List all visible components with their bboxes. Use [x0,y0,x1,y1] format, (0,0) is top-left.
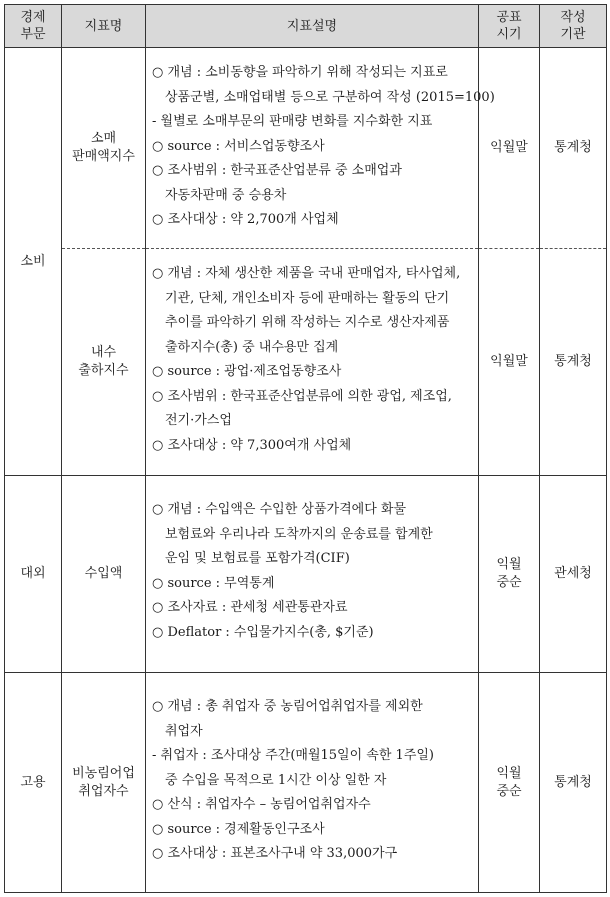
table-row [5,48,607,249]
release-line2: 중순 [496,783,522,799]
sector-cell: 소비 [5,48,62,476]
description-line: ○ 조사범위 : 한국표준산업분류에 의한 광업, 제조업, [152,388,452,404]
table-row [5,673,607,893]
description-line: ○ source : 경제활동인구조사 [152,821,325,837]
indicator-name-line1: 내수 [90,345,117,360]
description-line: 상품군별, 소매업태별 등으로 구분하여 작성 (2015=100) [165,89,495,105]
agency-cell: 통계청 [540,673,607,893]
indicator-name-line1: 비농림어업 [72,765,135,781]
description-line: ○ 개념 : 소비동향을 파악하기 위해 작성되는 지표로 [152,65,448,80]
header-description: 지표설명 [146,5,479,48]
sector-cell: 고용 [5,673,62,893]
header-sector [5,5,62,48]
sector-cell: 대외 [5,476,62,673]
header-sector-line1: 경제 [20,10,46,25]
indicator-name-line2: 판매액지수 [72,149,135,164]
release-cell [479,476,540,673]
agency-cell: 통계청 [540,249,607,476]
description-cell [146,249,479,476]
description-line: 자동차판매 중 승용차 [165,187,287,203]
description-line: 전기·가스업 [165,413,232,428]
description-line: ○ 조사범위 : 한국표준산업분류 중 소매업과 [152,163,402,178]
description-line: - 월별로 소매부문의 판매량 변화를 지수화한 지표 [152,114,433,129]
description-line: ○ source : 광업·제조업동향조사 [152,364,342,379]
description-line: 보험료와 우리나라 도착까지의 운송료를 합계한 [165,526,433,542]
description-line: ○ source : 무역통계 [152,575,275,591]
indicator-name-line2: 취업자수 [78,783,129,799]
release-line1: 익월 [496,557,522,572]
description-line: 중 수입을 목적으로 1시간 이상 일한 자 [165,772,387,788]
description-line: 취업자 [165,723,203,739]
indicator-name-cell: 수입액 [62,476,146,673]
header-sector-line2: 부문 [20,27,46,42]
agency-cell: 통계청 [540,48,607,249]
header-agency-line1: 작성 [560,10,586,25]
description-line: ○ 조사대상 : 약 2,700개 사업체 [152,212,339,227]
indicator-name-line1: 소매 [90,131,117,146]
table-row [5,476,607,673]
agency-cell: 관세청 [540,476,607,673]
release-cell: 익월말 [479,249,540,476]
description-line: ○ 개념 : 총 취업자 중 농림어업취업자를 제외한 [152,699,423,714]
release-cell: 익월말 [479,48,540,249]
description-line: 운임 및 보험료를 포함가격(CIF) [165,551,350,566]
description-cell [146,673,479,893]
description-line: 출하지수(총) 중 내수용만 집계 [165,339,339,355]
header-agency [540,5,607,48]
indicator-name-cell [62,48,146,249]
release-line2: 중순 [496,575,522,590]
indicator-name-cell [62,249,146,476]
description-line: ○ 개념 : 자체 생산한 제품을 국내 판매업자, 타사업체, [152,266,461,281]
indicator-table [4,4,607,893]
description-line: 추이를 파악하기 위해 작성하는 지수로 생산자제품 [165,315,450,330]
release-cell [479,673,540,893]
description-line: - 취업자 : 조사대상 주간(매월15일이 속한 1주일) [152,748,435,763]
description-cell [146,476,479,673]
description-cell [146,48,495,249]
description-line: ○ 조사대상 : 약 7,300여개 사업체 [152,437,352,453]
description-line: ○ 조사자료 : 관세청 세관통관자료 [152,600,348,615]
table-row [5,249,607,476]
header-release-line1: 공표 [496,10,522,25]
description-line: ○ 개념 : 수입액은 수입한 상품가격에다 화물 [152,502,407,517]
header-name: 지표명 [62,5,146,48]
header-agency-line2: 기관 [560,27,586,42]
description-line: ○ source : 서비스업동향조사 [152,138,325,154]
description-line: ○ 산식 : 취업자수 – 농림어업취업자수 [152,797,371,812]
description-line: 기관, 단체, 개인소비자 등에 판매하는 활동의 단기 [165,290,450,306]
description-line: ○ 조사대상 : 표본조사구내 약 33,000가구 [152,846,398,861]
header-release [479,5,540,48]
header-row [5,5,607,48]
description-line: ○ Deflator : 수입물가지수(총, $기준) [152,624,374,640]
header-release-line2: 시기 [496,27,522,42]
indicator-name-line2: 출하지수 [78,363,129,378]
release-line1: 익월 [496,765,522,781]
indicator-name-cell [62,673,146,893]
